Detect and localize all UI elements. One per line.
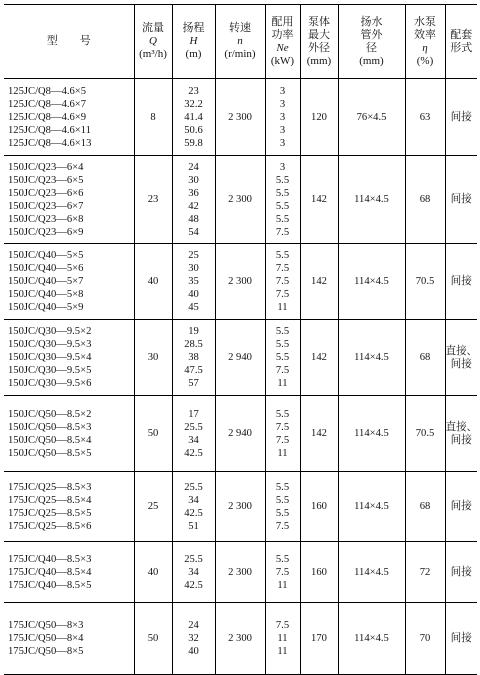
cell-efficiency: 70.5: [405, 396, 445, 472]
header-speed: 转速 n (r/min): [215, 5, 265, 79]
cell-model-list: [4, 79, 134, 156]
table-row: [4, 79, 477, 156]
cell-text: 间接: [450, 194, 472, 205]
cell-efficiency: 70: [405, 603, 445, 675]
cell-efficiency: 68: [405, 320, 445, 396]
cell-text: 间接: [450, 633, 472, 644]
cell-text: 150JC/Q23—6×9: [8, 226, 84, 238]
cell-model-list: [4, 156, 134, 244]
cell-text: 150JC/Q23—6×4: [8, 161, 84, 173]
table-row: [4, 320, 477, 396]
cell-text: 直接、: [445, 345, 478, 357]
cell-text: 150JC/Q30—9.5×4: [8, 352, 92, 363]
cell-power-values: [265, 472, 300, 542]
cell-text: 45: [188, 302, 199, 313]
cell-text: 11: [277, 302, 288, 313]
header-head: 扬程 H (m): [172, 5, 215, 79]
cell-text: 7.5: [275, 566, 290, 578]
cell-text: 3: [279, 85, 286, 97]
cell-mode: [445, 472, 477, 542]
cell-text: 150JC/Q50—8.5×2: [8, 408, 92, 420]
cell-head-values: [172, 156, 215, 244]
cell-text: 25: [188, 250, 199, 261]
cell-flow: 40: [134, 244, 172, 320]
cell-speed: 2 300: [215, 156, 265, 244]
cell-model-list: [4, 244, 134, 320]
cell-flow: 23: [134, 156, 172, 244]
cell-text: 150JC/Q50—8.5×3: [8, 421, 92, 433]
cell-model-list: [4, 542, 134, 603]
cell-text: 30: [188, 174, 199, 186]
cell-text: 150JC/Q40—5×5: [8, 250, 84, 261]
cell-model-list: [4, 396, 134, 472]
cell-head-values: [172, 603, 215, 675]
cell-text: 28.5: [184, 339, 203, 350]
table-row: [4, 542, 477, 603]
cell-speed: 2 300: [215, 542, 265, 603]
cell-flow: 8: [134, 79, 172, 156]
cell-text: 32: [188, 633, 199, 644]
cell-text: 30: [188, 263, 199, 274]
cell-text: 57: [188, 378, 199, 389]
cell-text: 40: [188, 289, 199, 300]
table-header-row: [4, 5, 477, 79]
cell-text: 5.5: [275, 481, 290, 493]
cell-power-values: [265, 156, 300, 244]
cell-pipe-diameter: 114×4.5: [338, 396, 405, 472]
cell-text: 47.5: [184, 365, 203, 376]
cell-text: 34: [188, 494, 199, 506]
cell-pipe-diameter: 114×4.5: [338, 472, 405, 542]
cell-pipe-diameter: 114×4.5: [338, 542, 405, 603]
header-pipe-diameter: 扬水 管外 径 (mm): [338, 5, 405, 79]
cell-text: 11: [277, 378, 288, 389]
header-power: 配用 功率 Ne (kW): [265, 5, 300, 79]
cell-power-values: [265, 320, 300, 396]
cell-text: 7.5: [275, 276, 290, 287]
cell-outer-diameter: 142: [300, 396, 338, 472]
cell-power-values: [265, 244, 300, 320]
cell-text: 150JC/Q23—6×7: [8, 200, 84, 212]
cell-speed: 2 940: [215, 396, 265, 472]
cell-text: 25.5: [184, 481, 203, 493]
cell-pipe-diameter: 114×4.5: [338, 156, 405, 244]
cell-text: 24: [188, 161, 199, 173]
table-body: [4, 79, 477, 675]
cell-flow: 50: [134, 603, 172, 675]
cell-text: 175JC/Q40—8.5×5: [8, 579, 92, 591]
cell-text: 11: [277, 633, 288, 644]
cell-text: 150JC/Q30—9.5×2: [8, 326, 92, 337]
cell-text: 7.5: [275, 289, 290, 300]
cell-outer-diameter: 160: [300, 472, 338, 542]
cell-mode: [445, 79, 477, 156]
cell-text: 175JC/Q25—8.5×3: [8, 481, 92, 493]
cell-text: 3: [279, 161, 286, 173]
cell-text: 175JC/Q50—8×5: [8, 646, 84, 657]
cell-head-values: [172, 472, 215, 542]
cell-text: 25.5: [184, 421, 203, 433]
cell-text: 3: [279, 111, 286, 123]
cell-text: 间接: [450, 358, 472, 370]
cell-text: 间接: [450, 111, 472, 123]
cell-text: 175JC/Q50—8×4: [8, 633, 84, 644]
cell-text: 54: [188, 226, 199, 238]
cell-outer-diameter: 120: [300, 79, 338, 156]
cell-text: 5.5: [275, 339, 290, 350]
cell-text: 175JC/Q40—8.5×4: [8, 566, 92, 578]
header-flow: 流量 Q (m³/h): [134, 5, 172, 79]
cell-head-values: [172, 244, 215, 320]
cell-mode: [445, 603, 477, 675]
cell-pipe-diameter: 76×4.5: [338, 79, 405, 156]
cell-text: 150JC/Q40—5×8: [8, 289, 84, 300]
cell-model-list: [4, 320, 134, 396]
cell-text: 间接: [450, 501, 472, 512]
table-row: [4, 244, 477, 320]
cell-text: 3: [279, 98, 286, 110]
cell-text: 5.5: [275, 408, 290, 420]
cell-mode: [445, 320, 477, 396]
cell-speed: 2 300: [215, 603, 265, 675]
cell-head-values: [172, 79, 215, 156]
cell-pipe-diameter: 114×4.5: [338, 603, 405, 675]
cell-outer-diameter: 142: [300, 156, 338, 244]
cell-text: 11: [277, 579, 288, 591]
cell-text: 125JC/Q8—4.6×11: [8, 124, 91, 136]
cell-flow: 40: [134, 542, 172, 603]
cell-text: 175JC/Q25—8.5×5: [8, 507, 92, 519]
cell-text: 150JC/Q30—9.5×6: [8, 378, 92, 389]
cell-text: 24: [188, 620, 199, 631]
cell-text: 35: [188, 276, 199, 287]
cell-text: 34: [188, 566, 199, 578]
cell-text: 5.5: [275, 553, 290, 565]
header-efficiency: 水泵 效率 η (%): [405, 5, 445, 79]
cell-speed: 2 300: [215, 244, 265, 320]
cell-text: 5.5: [275, 200, 290, 212]
cell-text: 150JC/Q23—6×5: [8, 174, 84, 186]
cell-text: 25.5: [184, 553, 203, 565]
cell-text: 7.5: [275, 365, 290, 376]
cell-text: 38: [188, 352, 199, 363]
cell-text: 42.5: [184, 447, 203, 459]
cell-text: 32.2: [184, 98, 203, 110]
cell-text: 7.5: [275, 263, 290, 274]
cell-text: 40: [188, 646, 199, 657]
cell-text: 7.5: [275, 434, 290, 446]
cell-text: 150JC/Q23—6×8: [8, 213, 84, 225]
cell-text: 41.4: [184, 111, 203, 123]
cell-text: 直接、: [445, 421, 478, 433]
cell-text: 175JC/Q40—8.5×3: [8, 553, 92, 565]
cell-efficiency: 63: [405, 79, 445, 156]
cell-efficiency: 70.5: [405, 244, 445, 320]
cell-power-values: [265, 396, 300, 472]
cell-outer-diameter: 142: [300, 244, 338, 320]
cell-text: 7.5: [275, 520, 290, 532]
cell-power-values: [265, 542, 300, 603]
cell-text: 5.5: [275, 213, 290, 225]
cell-text: 5.5: [275, 326, 290, 337]
cell-power-values: [265, 79, 300, 156]
cell-pipe-diameter: 114×4.5: [338, 320, 405, 396]
table-row: [4, 156, 477, 244]
cell-text: 42.5: [184, 507, 203, 519]
cell-efficiency: 72: [405, 542, 445, 603]
cell-text: 150JC/Q50—8.5×5: [8, 447, 92, 459]
cell-text: 5.5: [275, 174, 290, 186]
cell-head-values: [172, 542, 215, 603]
cell-speed: 2 940: [215, 320, 265, 396]
cell-text: 5.5: [275, 187, 290, 199]
cell-text: 5.5: [275, 507, 290, 519]
cell-text: 175JC/Q50—8×3: [8, 620, 84, 631]
table-row: [4, 396, 477, 472]
cell-head-values: [172, 320, 215, 396]
cell-text: 5.5: [275, 352, 290, 363]
cell-text: 150JC/Q30—9.5×3: [8, 339, 92, 350]
cell-text: 5.5: [275, 494, 290, 506]
cell-text: 125JC/Q8—4.6×7: [8, 98, 87, 110]
cell-text: 42: [188, 200, 199, 212]
cell-text: 3: [279, 137, 286, 149]
cell-text: 17: [188, 408, 199, 420]
cell-text: 175JC/Q25—8.5×4: [8, 494, 92, 506]
cell-text: 42.5: [184, 579, 203, 591]
cell-outer-diameter: 170: [300, 603, 338, 675]
cell-model-list: [4, 603, 134, 675]
cell-text: 7.5: [275, 226, 290, 238]
cell-text: 5.5: [275, 250, 290, 261]
cell-flow: 50: [134, 396, 172, 472]
cell-text: 19: [188, 326, 199, 337]
cell-text: 125JC/Q8—4.6×13: [8, 137, 92, 149]
cell-text: 3: [279, 124, 286, 136]
cell-text: 59.8: [184, 137, 203, 149]
cell-model-list: [4, 472, 134, 542]
cell-text: 23: [188, 85, 199, 97]
header-mode: 配套 形式: [445, 5, 477, 79]
table-row: [4, 603, 477, 675]
cell-mode: [445, 156, 477, 244]
cell-efficiency: 68: [405, 472, 445, 542]
header-model: 型 号: [4, 5, 134, 79]
cell-text: 间接: [450, 566, 472, 578]
cell-text: 150JC/Q40—5×7: [8, 276, 84, 287]
cell-text: 间接: [450, 434, 472, 446]
cell-text: 7.5: [275, 421, 290, 433]
cell-text: 48: [188, 213, 199, 225]
pump-spec-table: [4, 4, 477, 675]
header-outer-diameter: 泵体 最大 外径 (mm): [300, 5, 338, 79]
cell-text: 51: [188, 520, 199, 532]
cell-power-values: [265, 603, 300, 675]
cell-text: 34: [188, 434, 199, 446]
cell-speed: 2 300: [215, 472, 265, 542]
cell-head-values: [172, 396, 215, 472]
cell-text: 50.6: [184, 124, 203, 136]
cell-outer-diameter: 160: [300, 542, 338, 603]
cell-text: 11: [277, 646, 288, 657]
cell-text: 150JC/Q40—5×6: [8, 263, 84, 274]
cell-text: 7.5: [275, 620, 290, 631]
cell-text: 175JC/Q25—8.5×6: [8, 520, 92, 532]
cell-text: 125JC/Q8—4.6×9: [8, 111, 87, 123]
cell-text: 150JC/Q40—5×9: [8, 302, 84, 313]
cell-text: 150JC/Q30—9.5×5: [8, 365, 92, 376]
cell-text: 125JC/Q8—4.6×5: [8, 85, 87, 97]
cell-text: 11: [277, 447, 288, 459]
cell-text: 150JC/Q50—8.5×4: [8, 434, 92, 446]
cell-flow: 25: [134, 472, 172, 542]
cell-text: 150JC/Q23—6×6: [8, 187, 84, 199]
cell-text: 36: [188, 187, 199, 199]
cell-mode: [445, 396, 477, 472]
cell-outer-diameter: 142: [300, 320, 338, 396]
cell-pipe-diameter: 114×4.5: [338, 244, 405, 320]
cell-text: 间接: [450, 276, 472, 287]
cell-mode: [445, 542, 477, 603]
cell-mode: [445, 244, 477, 320]
cell-speed: 2 300: [215, 79, 265, 156]
cell-flow: 30: [134, 320, 172, 396]
cell-efficiency: 68: [405, 156, 445, 244]
table-row: [4, 472, 477, 542]
